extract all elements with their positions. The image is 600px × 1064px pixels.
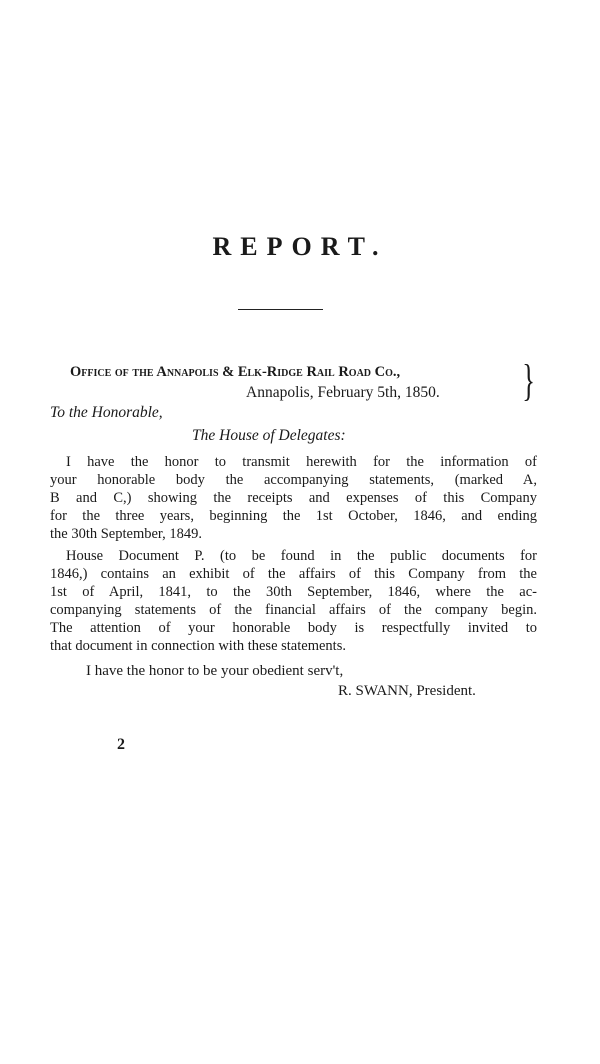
header-brace: }	[522, 356, 535, 405]
closing-line: I have the honor to be your obedient serv't,	[86, 663, 344, 679]
body-line: that document in connection with these statements.	[50, 638, 346, 654]
body-line: for the three years, beginning the 1st October, 1846, and ending	[50, 508, 537, 524]
report-title: REPORT.	[212, 232, 388, 261]
place-date: Annapolis, February 5th, 1850.	[246, 384, 440, 401]
body-line: 1st of April, 1841, to the 30th September, 1846, where the ac-	[50, 584, 537, 600]
body-line: the 30th September, 1849.	[50, 526, 203, 542]
office-line: Office of the Annapolis & Elk-Ridge Rail Road Co.,	[70, 364, 401, 380]
body-line: House Document P. (to be found in the public documents for	[66, 548, 537, 564]
body-line: The attention of your honorable body is respectfully invited to	[50, 620, 537, 636]
salutation-line-2: The House of Delegates:	[192, 427, 346, 444]
signature: R. SWANN, President.	[338, 683, 476, 699]
body-line: your honorable body the accompanying statements, (marked A,	[50, 472, 537, 488]
page-number: 2	[117, 736, 125, 753]
body-line: 1846,) contains an exhibit of the affairs of this Company from the	[50, 566, 537, 582]
body-line: B and C,) showing the receipts and expenses of this Company	[50, 490, 537, 506]
body-line: I have the honor to transmit herewith for the information of	[66, 454, 537, 470]
salutation-line-1: To the Honorable,	[50, 404, 163, 421]
body-line: companying statements of the financial affairs of the company begin.	[50, 602, 537, 618]
title-rule	[238, 309, 323, 310]
